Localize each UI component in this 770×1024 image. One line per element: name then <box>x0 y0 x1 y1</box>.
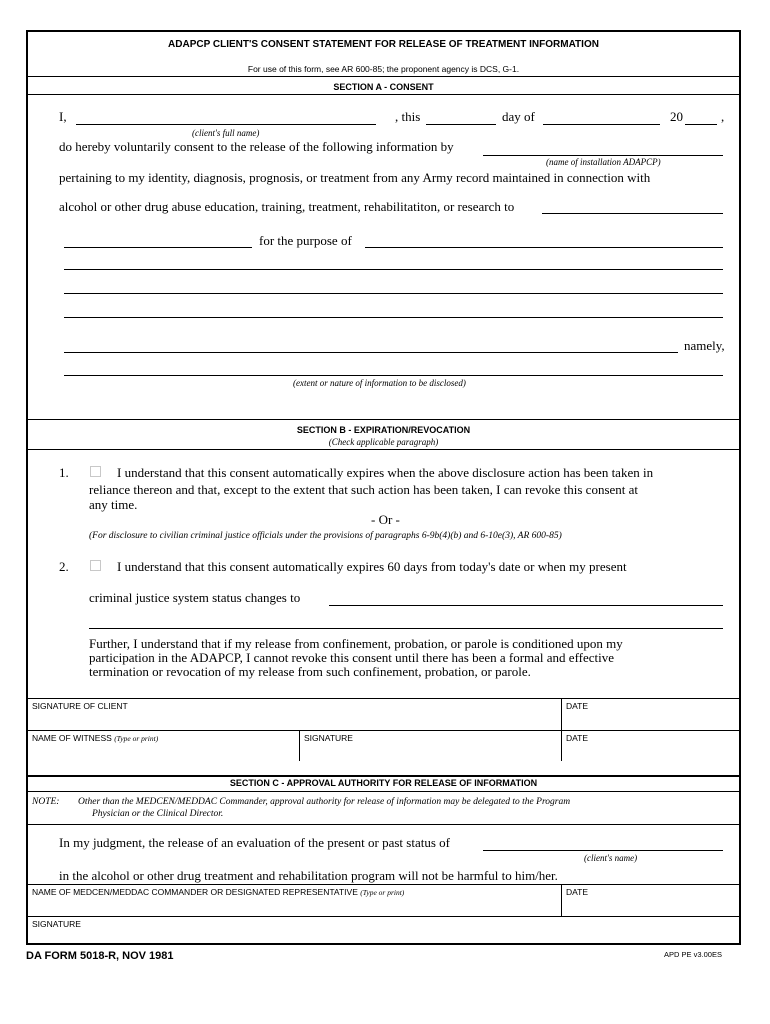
date-label-3: DATE <box>566 887 589 897</box>
item-1-line-2: reliance thereon and that, except to the extent that such action has been taken, I can revoke this consent at <box>89 482 639 497</box>
client-name-field[interactable] <box>76 124 376 125</box>
form-title: ADAPCP CLIENT'S CONSENT STATEMENT FOR RELEASE OF TREATMENT INFORMATION <box>168 39 599 50</box>
label-year: 20 <box>670 109 683 124</box>
divider <box>28 94 739 95</box>
judgment-line: In my judgment, the release of an evaluation of the present or past status of <box>59 835 450 850</box>
further-line-1: Further, I understand that if my release from confinement, probation, or parole is conditioned upon my <box>89 636 623 651</box>
note-line-2: Physician or the Clinical Director. <box>92 809 224 819</box>
installation-field[interactable] <box>483 155 723 156</box>
item-1-checkbox[interactable] <box>90 466 101 477</box>
type-or-print-caption: (Type or print) <box>114 734 159 743</box>
divider <box>299 730 300 761</box>
commander-label <box>32 887 404 897</box>
disclosure-note: (For disclosure to civilian criminal justice officials under the provisions of paragraphs 6-9b(4)(b) and 6-10e(3), AR 600-85) <box>89 531 562 541</box>
extent-caption: (extent or nature of information to be disclosed) <box>293 378 466 388</box>
divider <box>28 884 739 885</box>
item-2-line-1: I understand that this consent automatically expires 60 days from today's date or when my present <box>117 559 627 574</box>
divider <box>28 824 739 825</box>
divider <box>28 775 739 777</box>
label-day-of: day of <box>502 109 535 124</box>
item-1-line-3: any time. <box>89 497 138 512</box>
label-purpose: for the purpose of <box>259 233 352 248</box>
date-label-2: DATE <box>566 733 589 743</box>
item-2-line-2: criminal justice system status changes to <box>89 590 301 605</box>
name-of-witness-text: NAME OF WITNESS <box>32 733 112 743</box>
divider <box>28 419 739 420</box>
name-of-witness-label <box>32 733 158 743</box>
divider <box>561 884 562 916</box>
date-label-1: DATE <box>566 701 589 711</box>
commander-type-or-print: (Type or print) <box>360 888 405 897</box>
client-full-name-caption: (client's full name) <box>192 128 260 138</box>
section-c-header: SECTION C - APPROVAL AUTHORITY FOR RELEASE OF INFORMATION <box>229 778 538 788</box>
divider <box>28 730 739 731</box>
commander-label-text: NAME OF MEDCEN/MEDDAC COMMANDER OR DESIGNATED REPRESENTATIVE <box>32 887 358 897</box>
installation-caption: (name of installation ADAPCP) <box>546 157 661 167</box>
item-2-number: 2. <box>59 559 69 574</box>
divider <box>28 698 739 699</box>
item-2-checkbox[interactable] <box>90 560 101 571</box>
consent-form <box>26 30 741 945</box>
note-label: NOTE: <box>32 797 60 807</box>
status-change-field-2[interactable] <box>89 628 723 629</box>
divider <box>28 791 739 792</box>
client-name-field-c[interactable] <box>483 850 723 851</box>
item-1-number: 1. <box>59 465 69 480</box>
label-namely: namely, <box>684 338 725 353</box>
clients-name-caption: (client's name) <box>584 853 638 863</box>
purpose-line-2[interactable] <box>64 269 723 270</box>
section-a-header: SECTION A - CONSENT <box>333 82 434 92</box>
form-id: DA FORM 5018-R, NOV 1981 <box>26 950 174 962</box>
divider <box>28 449 739 450</box>
extent-field[interactable] <box>64 375 723 376</box>
day-field[interactable] <box>426 124 496 125</box>
consent-line: do hereby voluntarily consent to the release of the following information by <box>59 139 454 154</box>
month-field[interactable] <box>543 124 660 125</box>
purpose-field[interactable] <box>365 247 723 248</box>
commander-signature-label: SIGNATURE <box>32 919 81 929</box>
note-line-1: Other than the MEDCEN/MEDDAC Commander, approval authority for release of information may be delegated to the Program <box>78 797 571 807</box>
recipient-field-2[interactable] <box>64 247 252 248</box>
alcohol-line: alcohol or other drug abuse education, training, treatment, rehabilitatiton, or research to <box>59 199 515 214</box>
divider <box>28 76 739 77</box>
section-b-subheader: (Check applicable paragraph) <box>328 437 439 447</box>
purpose-line-4[interactable] <box>64 317 723 318</box>
divider <box>28 916 739 917</box>
program-line: in the alcohol or other drug treatment and rehabilitation program will not be harmful to him/her. <box>59 868 558 883</box>
purpose-line-5[interactable] <box>64 352 678 353</box>
form-subtitle: For use of this form, see AR 600-85; the proponent agency is DCS, G-1. <box>247 64 520 74</box>
section-b-header: SECTION B - EXPIRATION/REVOCATION <box>296 425 471 435</box>
label-comma: , <box>721 109 725 124</box>
label-i: I, <box>59 109 67 124</box>
pertaining-line: pertaining to my identity, diagnosis, prognosis, or treatment from any Army record maintained in connection with <box>59 170 651 185</box>
status-change-field[interactable] <box>329 605 723 606</box>
witness-signature-label: SIGNATURE <box>304 733 353 743</box>
signature-of-client-label: SIGNATURE OF CLIENT <box>32 701 128 711</box>
purpose-line-3[interactable] <box>64 293 723 294</box>
further-line-2: participation in the ADAPCP, I cannot revoke this consent until there has been a formal and effective <box>89 650 615 665</box>
label-this: , this <box>395 109 421 124</box>
year-field[interactable] <box>685 124 717 125</box>
or-separator: - Or - <box>371 512 400 527</box>
further-line-3: termination or revocation of my release from such confinement, probation, or parole. <box>89 664 531 679</box>
form-version: APD PE v3.00ES <box>664 950 722 959</box>
item-1-line-1: I understand that this consent automatically expires when the above disclosure action has been taken in <box>117 465 654 480</box>
recipient-field[interactable] <box>542 213 723 214</box>
